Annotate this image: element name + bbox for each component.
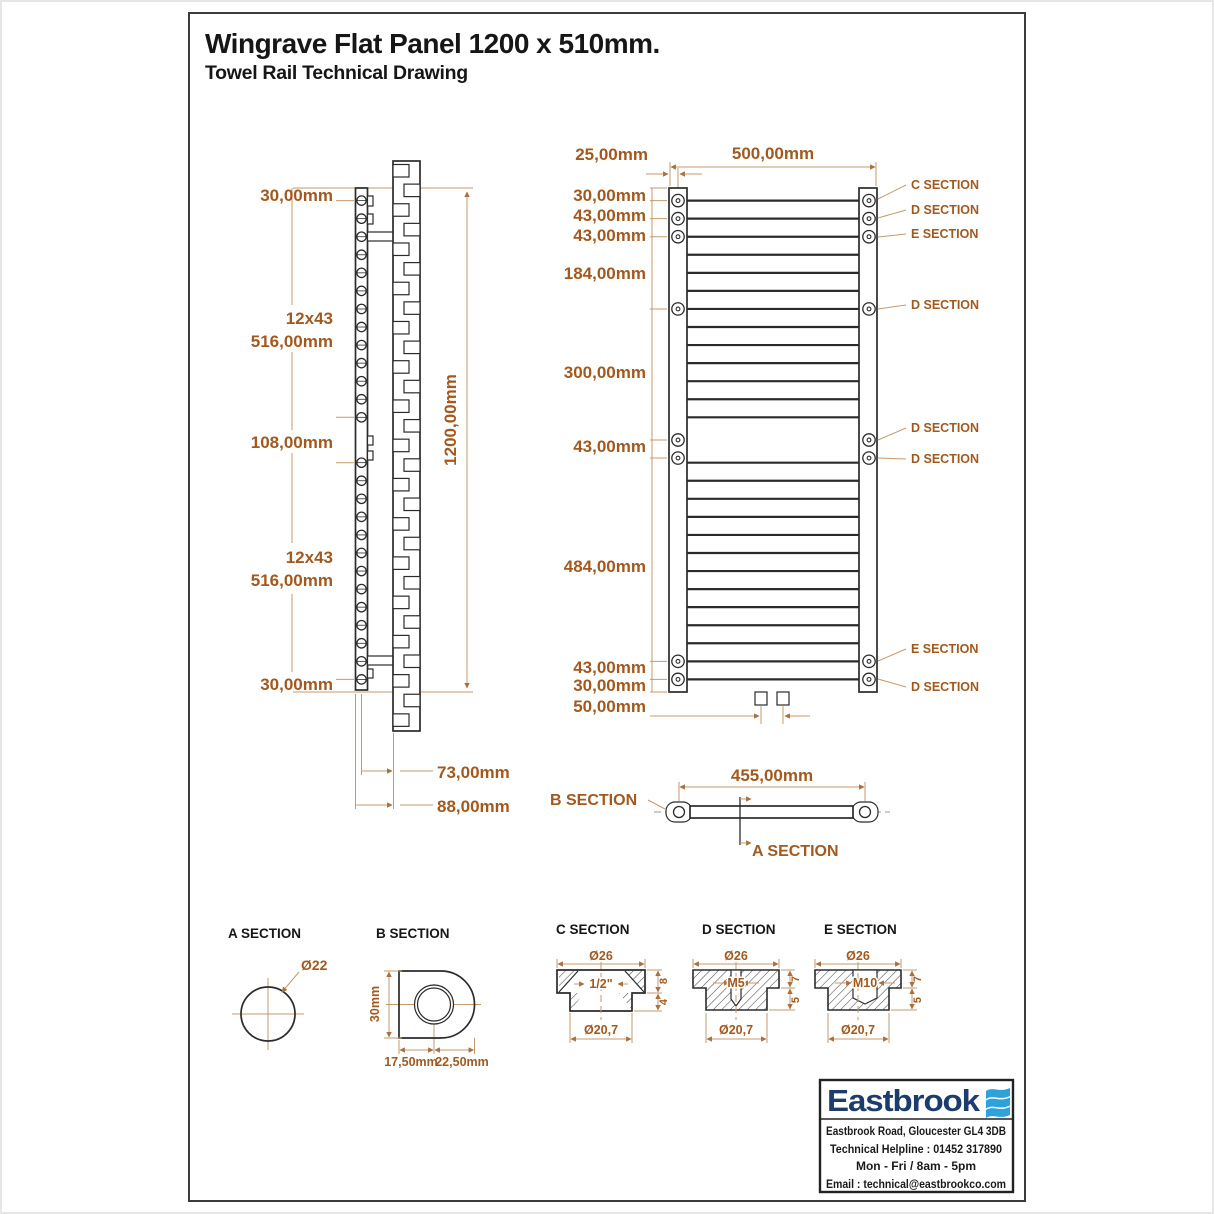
side-dim-overall-height: 1200,00mm: [441, 374, 460, 466]
section-c-depth-top: 8: [658, 977, 670, 985]
page-title: Wingrave Flat Panel 1200 x 510mm.: [205, 28, 660, 59]
section-a-diameter: Ø22: [301, 957, 328, 973]
bar-rail: [690, 806, 853, 818]
section-d-top-diameter: Ø26: [724, 949, 748, 963]
footer-address: Eastbrook Road, Gloucester GL4 3DB: [826, 1124, 1007, 1138]
section-c-title: C SECTION: [556, 922, 630, 937]
callout-c-section: C SECTION: [911, 178, 980, 192]
front-dim-left-6: 484,00mm: [563, 557, 646, 576]
bar-dim-length: 455,00mm: [730, 766, 814, 785]
side-rail-column: [356, 188, 368, 690]
side-dim-depth1: 73,00mm: [437, 763, 510, 782]
page-subtitle: Towel Rail Technical Drawing: [205, 62, 468, 84]
front-dim-left-0: 30,00mm: [573, 186, 646, 205]
callout-e-section-1: E SECTION: [911, 227, 979, 241]
section-b-dim1: 17,50mm: [384, 1055, 438, 1069]
side-dim-group2-length: 516,00mm: [250, 571, 333, 590]
side-connector-arm-top: [368, 232, 394, 241]
section-e-depth-bottom: 5: [912, 996, 924, 1004]
front-dim-width: 500,00mm: [731, 144, 815, 163]
callout-d-section-4: D SECTION: [911, 452, 980, 466]
side-dim-depth2: 88,00mm: [437, 797, 510, 816]
bar-label-a-section: A SECTION: [752, 843, 839, 860]
front-dim-left-7: 43,00mm: [573, 658, 646, 677]
callout-d-section-2: D SECTION: [911, 298, 980, 312]
front-dim-left-8: 30,00mm: [573, 676, 646, 695]
section-e-thread: M10: [852, 976, 878, 990]
section-a-title: A SECTION: [228, 926, 302, 941]
front-dim-left-1: 43,00mm: [573, 206, 646, 225]
section-d-depth-top: 7: [790, 975, 802, 983]
side-dim-group1-count: 12x43: [285, 309, 333, 328]
front-dim-left-2: 43,00mm: [573, 226, 646, 245]
section-b-height: 30mm: [368, 985, 382, 1023]
valve-tab-left: [755, 692, 767, 705]
section-b-dim2: 22,50mm: [435, 1055, 489, 1069]
section-b-title: B SECTION: [376, 926, 450, 941]
bar-label-b-section: B SECTION: [550, 792, 638, 809]
front-dim-offset: 25,00mm: [575, 145, 648, 164]
front-dim-valve-spacing: 50,00mm: [573, 697, 646, 716]
section-e-bottom-diameter: Ø20,7: [840, 1023, 876, 1037]
section-e-depth-top: 7: [912, 975, 924, 983]
callout-d-section-5: D SECTION: [911, 680, 980, 694]
side-connector-arm-bottom: [368, 656, 394, 665]
section-e-title: E SECTION: [824, 922, 897, 937]
side-dim-group1-length: 516,00mm: [250, 332, 333, 351]
callout-d-section-1: D SECTION: [911, 203, 980, 217]
callout-e-section-2: E SECTION: [911, 642, 979, 656]
front-dim-left-3: 184,00mm: [563, 264, 646, 283]
callout-d-section-3: D SECTION: [911, 421, 980, 435]
brand-wave-icon: [986, 1088, 1010, 1118]
front-dim-left-5: 43,00mm: [573, 437, 646, 456]
section-d-title: D SECTION: [702, 922, 776, 937]
valve-tab-right: [777, 692, 789, 705]
section-d-depth-bottom: 5: [790, 996, 802, 1004]
section-c-bottom-diameter: Ø20,7: [583, 1023, 619, 1037]
section-c-depth-bottom: 4: [658, 998, 670, 1006]
footer-hours: Mon - Fri / 8am - 5pm: [855, 1159, 977, 1173]
side-dim-bottom: 30,00mm: [260, 675, 333, 694]
side-dim-group2-count: 12x43: [285, 548, 333, 567]
side-dim-mid: 108,00mm: [250, 433, 333, 452]
brand-logo-text: Eastbrook: [827, 1083, 981, 1118]
section-e-top-diameter: Ø26: [846, 949, 870, 963]
section-d-bottom-diameter: Ø20,7: [718, 1023, 754, 1037]
side-dim-top: 30,00mm: [260, 186, 333, 205]
front-dim-left-4: 300,00mm: [563, 363, 646, 382]
section-c-top-diameter: Ø26: [589, 949, 613, 963]
footer-email: Email : technical@eastbrookco.com: [826, 1177, 1006, 1191]
section-d-thread: M5: [727, 976, 745, 990]
section-c-thread: 1/2": [589, 977, 613, 991]
footer-helpline: Technical Helpline : 01452 317890: [830, 1142, 1003, 1156]
